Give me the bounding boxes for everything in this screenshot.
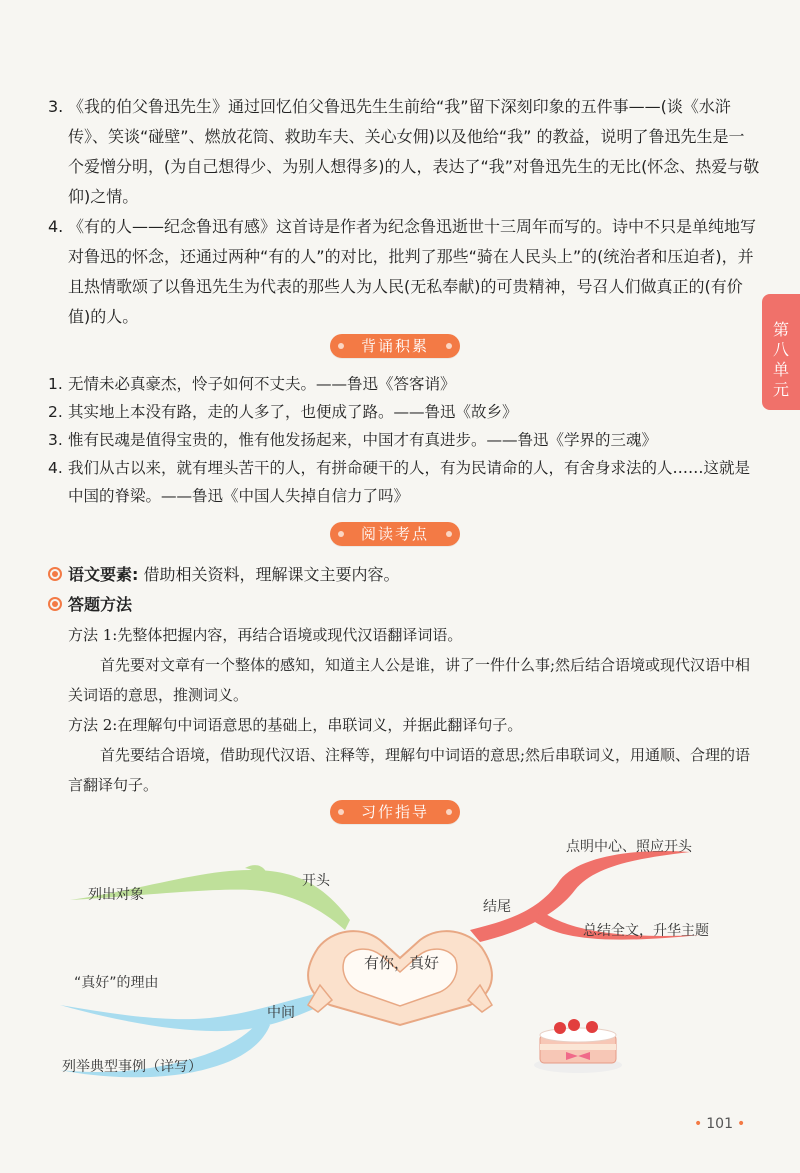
recite-item — [48, 426, 760, 454]
mindmap-middle-label: 中间 — [267, 1005, 295, 1021]
language-element-text: 借助相关资料，理解课文主要内容。 — [143, 565, 400, 584]
summary-item — [48, 92, 760, 212]
method-2-title: 方法 2:在理解句中词语意思的基础上，串联词义，并据此翻译句子。 — [68, 716, 523, 734]
circle-bullet-icon — [48, 567, 62, 581]
mindmap-end-child-2: 总结全文，升华主题 — [583, 923, 709, 939]
method-1-title: 方法 1:先整体把握内容，再结合语境或现代汉语翻译词语。 — [68, 626, 463, 644]
section-title-recite: 背诵积累 — [330, 334, 460, 358]
summary-item — [48, 212, 760, 332]
circle-bullet-icon — [48, 597, 62, 611]
recite-item — [48, 398, 760, 426]
item-number: 1. — [48, 375, 63, 393]
mindmap-end-child-1: 点明中心、照应开头 — [566, 839, 692, 855]
section-title-reading: 阅读考点 — [330, 522, 460, 546]
method-heading: 答题方法 — [68, 595, 133, 614]
unit-tab-text: 第八单元 — [772, 320, 789, 399]
unit-side-tab — [762, 294, 800, 410]
recite-item — [48, 454, 760, 510]
item-number: 3. — [48, 97, 64, 116]
summary-list — [48, 92, 760, 332]
item-text: 惟有民魂是值得宝贵的，惟有他发扬起来，中国才有真进步。——鲁迅《学界的三魂》 — [68, 431, 658, 449]
section-title-writing: 习作指导 — [330, 800, 460, 824]
item-number: 2. — [48, 403, 63, 421]
method-1-text: 首先要对文章有一个整体的感知，知道主人公是谁，讲了一件什么事;然后结合语境或现代汉语中相关词语的意思，推测词义。 — [68, 656, 751, 704]
page-number — [690, 1116, 749, 1132]
method-heading-row — [48, 590, 760, 620]
item-number: 4. — [48, 459, 63, 477]
item-text: 无情未必真豪杰，怜子如何不丈夫。——鲁迅《答客诮》 — [68, 375, 456, 393]
mindmap-middle-child-2: 列举典型事例（详写） — [62, 1059, 202, 1075]
item-text: 我们从古以来，就有埋头苦干的人，有拼命硬干的人，有为民请命的人，有舍身求法的人……这就是中国的脊梁。——鲁迅《中国人失掉自信力了吗》 — [68, 459, 751, 505]
item-number: 3. — [48, 431, 63, 449]
recite-list — [48, 370, 760, 510]
reading-points — [48, 560, 760, 800]
item-number: 4. — [48, 217, 64, 236]
mindmap-start-child: 列出对象 — [88, 887, 144, 903]
mindmap-end-label: 结尾 — [483, 899, 511, 915]
item-text: 《我的伯父鲁迅先生》通过回忆伯父鲁迅先生生前给“我”留下深刻印象的五件事——(谈《水浒传》、笑谈“碰壁”、燃放花筒、救助车夫、关心女佣)以及他给“我” 的教益，说明了鲁迅先生是一个爱憎分明，(为自己想得少、为别人想得多)的人，表达了“我”对鲁迅先生的无比(怀念、热爱与敬仰)之情。 — [68, 97, 760, 206]
mindmap-middle-child-1: “真好”的理由 — [74, 975, 159, 991]
page-number-text: 101 — [706, 1116, 733, 1132]
mindmap-start-label: 开头 — [302, 873, 330, 889]
method-2-text: 首先要结合语境，借助现代汉语、注释等，理解句中词语的意思;然后串联词义，用通顺、合理的语言翻译句子。 — [68, 746, 751, 794]
language-element-row — [48, 560, 760, 590]
language-element-label: 语文要素: — [68, 565, 139, 584]
item-text: 《有的人——纪念鲁迅有感》这首诗是作者为纪念鲁迅逝世十三周年而写的。诗中不只是单纯地写对鲁迅的怀念，还通过两种“有的人”的对比，批判了那些“骑在人民头上”的(统治者和压迫者)，并且热情歌颂了以鲁迅先生为代表的那些人为人民(无私奉献)的可贵精神，号召人们做真正的(有价值)的人。 — [68, 217, 757, 326]
dot-icon: • — [694, 1116, 703, 1132]
item-text: 其实地上本没有路，走的人多了，也便成了路。——鲁迅《故乡》 — [68, 403, 518, 421]
mindmap-center-label: 有你，真好 — [364, 954, 440, 972]
dot-icon: • — [737, 1116, 746, 1132]
recite-item — [48, 370, 760, 398]
cake-icon — [534, 1019, 622, 1073]
